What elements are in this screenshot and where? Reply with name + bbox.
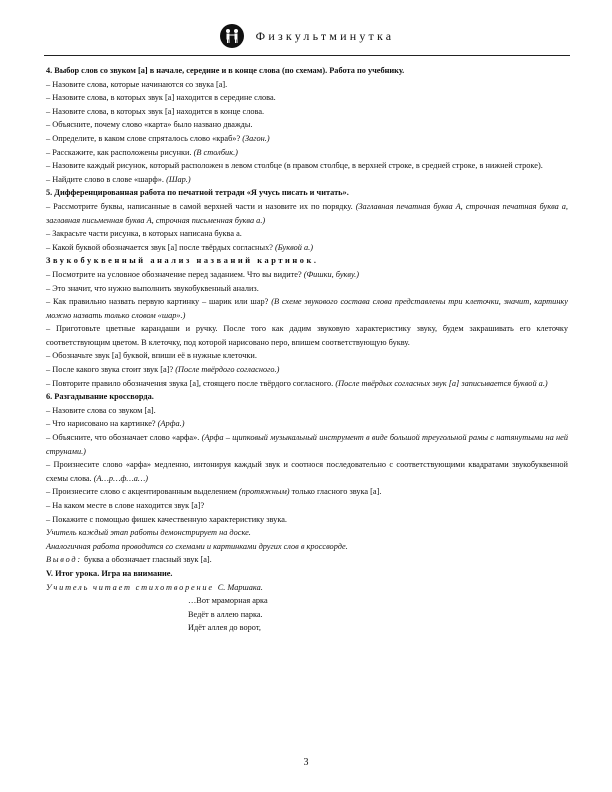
teacher-note: Учитель каждый этап работы демонстрирует на доске. [46, 528, 251, 538]
question-text: только гласного звука [а]. [289, 487, 382, 497]
answer-text: (Буквой а.) [274, 242, 313, 252]
document-body [46, 64, 568, 635]
answer-text: (Арфа – щипковый музыкальный инструмент в виде большой треугольной рамы с натянутыми на ней струнами.) [46, 433, 568, 456]
text-line [46, 377, 568, 391]
text-line: – Обозначьте звук [а] буквой, впиши её в нужные клеточки. [46, 351, 257, 361]
question-text: – Посмотрите на условное обозначение перед заданием. Что вы видите? [46, 269, 304, 279]
text-line: – Объясните, почему слово «карта» было названо дважды. [46, 120, 253, 130]
question-text: – Какой буквой обозначается звук [а] после твёрдых согласных? [46, 242, 275, 252]
section-heading: 6. Разгадывание кроссворда. [46, 392, 154, 402]
text-line [46, 241, 568, 255]
poem-line: Ведёт в аллею парка. [188, 609, 263, 619]
question-text: – Определите, в каком слове спряталось слово «краб»? [46, 133, 243, 143]
text-line: – Назовите слова, в которых звук [а] находится в середине слова. [46, 93, 276, 103]
text-line [46, 173, 568, 187]
question-text: – Расскажите, как расположены рисунки. [46, 147, 194, 157]
subsection-heading: Звукобуквенный анализ названий картинок. [46, 256, 319, 266]
answer-text: (протяжным) [238, 487, 290, 497]
text-line [46, 200, 568, 227]
poem-line: Идёт аллея до ворот, [188, 623, 261, 633]
answer-text: (Шар.) [166, 174, 191, 184]
answer-text: (Загон.) [242, 133, 270, 143]
text-line [46, 363, 568, 377]
text-line: – Назовите слова, в которых звук [а] находится в конце слова. [46, 106, 265, 116]
two-children-icon [220, 24, 244, 48]
text-line: – Назовите слова со звуком [а]. [46, 405, 156, 415]
answer-text: (Заглавная печатная буква А, строчная печатная буква а, заглавная письменная буква А, строчная письменная буква а.) [46, 201, 568, 225]
header-title: Физкультминутка [255, 28, 395, 43]
text-line [46, 431, 568, 458]
section-heading: 5. Дифференцированная работа по печатной тетради «Я учусь писать и читать». [46, 188, 349, 198]
section-heading: V. Итог урока. Игра на внимание. [46, 568, 173, 578]
answer-text: (Арфа.) [157, 419, 185, 429]
answer-text: (В схеме звукового состава слова представлены три клеточки, значит, картинку можно назвать только словом «шар».) [46, 297, 568, 320]
section-heading: 4. Выбор слов со звуком [а] в начале, середине и в конце слова (по схемам). Работа по учебнику. [46, 66, 405, 75]
page-header [44, 21, 570, 51]
text-line [46, 132, 568, 146]
teacher-note: Аналогичная работа проводится со схемами и картинками других слов в кроссворде. [46, 541, 348, 551]
poem-line: …Вот мраморная арка [188, 596, 268, 606]
conclusion-text: буква а обозначает гласный звук [а]. [81, 555, 212, 565]
answer-text: (После твёрдых согласных звук [а] записывается буквой а.) [335, 378, 548, 388]
answer-text: (А…р…ф…а…) [93, 473, 149, 483]
header-divider [44, 55, 570, 56]
teacher-note-spaced: Учитель читает стихотворение [46, 582, 218, 592]
answer-text: (После твёрдого согласного.) [175, 365, 280, 375]
text-line: – Это значит, что нужно выполнить звукобуквенный анализ. [46, 283, 259, 293]
text-line [46, 295, 568, 322]
page-number: 3 [303, 757, 309, 768]
text-line [46, 268, 568, 282]
text-line: – Назовите каждый рисунок, который расположен в левом столбце (в правом столбце, в верхней строке, в средней строке, в нижней строке). [46, 161, 543, 171]
text-line [46, 417, 568, 431]
question-text: – После какого звука стоит звук [а]? [46, 365, 176, 375]
poem-author: С. Маршака. [217, 582, 263, 592]
question-text: – Что нарисовано на картинке? [46, 419, 158, 429]
text-line: – Назовите слова, которые начинаются со звука [а]. [46, 79, 228, 89]
answer-text: (В столбик.) [193, 147, 238, 157]
question-text: – Найдите слово в слове «шарф». [46, 174, 167, 184]
conclusion-label: Вывод: [46, 555, 82, 565]
question-text: – Рассмотрите буквы, написанные в самой верхней части и назовите их по порядку. [46, 201, 356, 211]
text-line [46, 485, 568, 499]
question-text: – Повторите правило обозначения звука [а], стоящего после твёрдого согласного. [46, 378, 336, 388]
answer-text: (Фишки, букву.) [303, 269, 360, 279]
conclusion-line [46, 553, 568, 567]
text-line: – Закрасьте части рисунка, в которых написана буква а. [46, 229, 242, 239]
text-line [46, 458, 568, 485]
teacher-note [46, 581, 568, 595]
text-line [46, 146, 568, 160]
question-text: – Произнесите слово с акцентированным выделением [46, 487, 239, 497]
question-text: – Как правильно назвать первую картинку – шарик или шар? [46, 297, 272, 307]
text-line: – Покажите с помощью фишек качественную характеристику звука. [46, 514, 287, 524]
text-line: – Приготовьте цветные карандаши и ручку. После того как дадим звуковую характеристику звуку, будем закрашивать его клеточку соответствующим цветом. В клеточку, под которой нарисовано перо, впишем соответствующую букву. [46, 324, 568, 347]
text-line: – На каком месте в слове находится звук [а]? [46, 501, 205, 510]
question-text: – Произнесите слово «арфа» медленно, интонируя каждый звук и соотнося последовательно с соответствующими квадратами звукобуквенной схемы слова. [46, 460, 568, 483]
question-text: – Объясните, что обозначает слово «арфа». [46, 433, 202, 443]
